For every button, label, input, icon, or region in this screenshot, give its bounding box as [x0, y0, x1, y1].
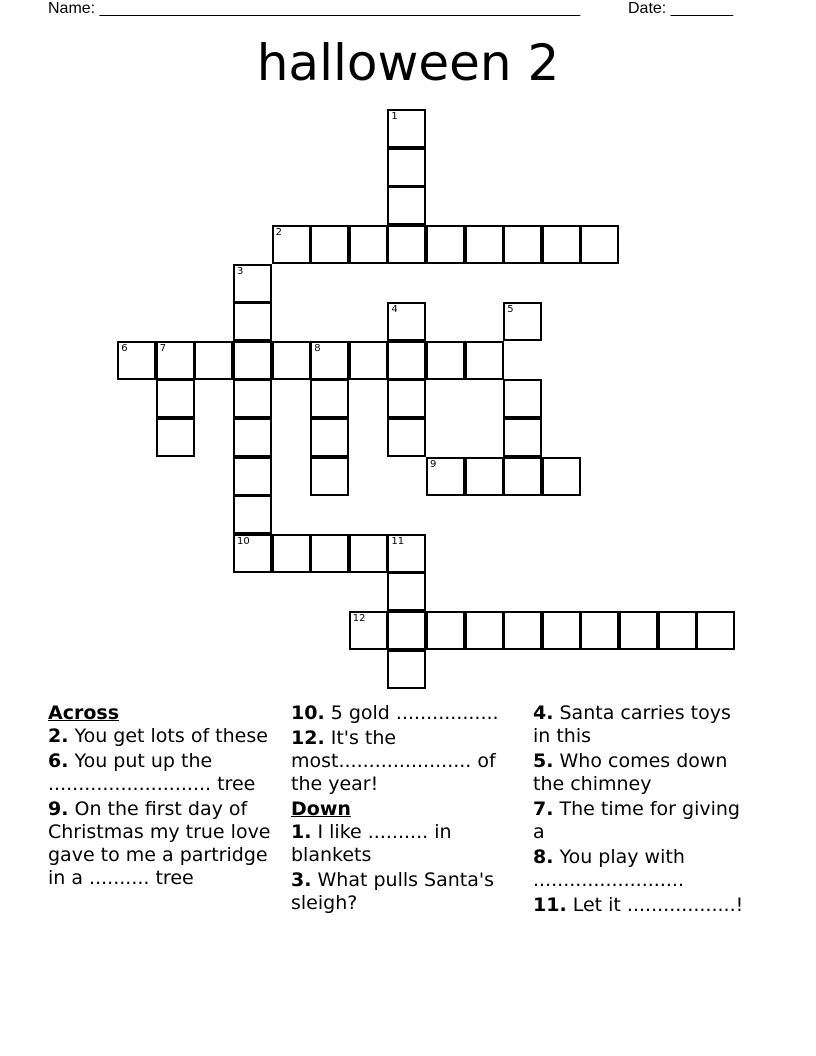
grid-cell[interactable]	[387, 341, 426, 380]
clue-number: 11.	[533, 894, 567, 916]
date-field[interactable]: Date: _______	[628, 0, 733, 17]
clue-number: 8.	[533, 846, 554, 868]
grid-cell[interactable]	[387, 611, 426, 650]
clue-number: 1.	[291, 821, 312, 843]
clue-text: It's the most...................... of the year!	[291, 727, 496, 795]
down-heading: Down	[291, 798, 351, 820]
grid-cell[interactable]	[233, 341, 272, 380]
clue-number: 5.	[533, 750, 554, 772]
cell-number: 12	[352, 613, 366, 624]
clue-text: I like .......... in blankets	[291, 821, 452, 866]
clue-column-3	[533, 702, 751, 919]
cell-number: 3	[237, 265, 244, 277]
grid-cell[interactable]	[387, 186, 426, 225]
cell-number: 1	[391, 111, 398, 123]
down-clue	[291, 869, 527, 915]
grid-cell[interactable]	[465, 341, 504, 380]
grid-cell[interactable]	[426, 341, 465, 380]
clue-number: 9.	[48, 798, 69, 820]
grid-cell[interactable]	[387, 109, 426, 148]
clue-text: You play with .........................	[533, 846, 685, 891]
grid-cell[interactable]	[310, 534, 349, 573]
header	[48, 0, 748, 20]
grid-cell[interactable]	[310, 457, 349, 496]
grid-cell[interactable]	[349, 611, 388, 650]
clue-text: Who comes down the chimney	[533, 750, 728, 795]
down-clue	[291, 821, 527, 867]
down-clue	[533, 846, 751, 892]
grid-cell[interactable]	[503, 379, 542, 418]
grid-cell[interactable]	[387, 148, 426, 187]
puzzle-title: halloween 2	[256, 34, 560, 92]
clue-text: On the first day of Christmas my true love gave to me a partridge in a .......... tree	[48, 798, 271, 889]
clue-number: 6.	[48, 750, 69, 772]
clue-text: You put up the ........................... tree	[48, 750, 256, 795]
grid-cell[interactable]	[387, 418, 426, 457]
grid-cell[interactable]	[233, 264, 272, 303]
grid-cell[interactable]	[619, 611, 658, 650]
grid-cell[interactable]	[233, 379, 272, 418]
grid-cell[interactable]	[465, 611, 504, 650]
grid-cell[interactable]	[156, 341, 195, 380]
grid-cell[interactable]	[194, 341, 233, 380]
clue-number: 4.	[533, 702, 554, 724]
clue-column-2	[291, 702, 527, 917]
grid-cell[interactable]	[465, 457, 504, 496]
grid-cell[interactable]	[349, 341, 388, 380]
grid-cell[interactable]	[272, 534, 311, 573]
cell-number: 4	[391, 304, 398, 316]
grid-cell[interactable]	[387, 379, 426, 418]
cell-number: 6	[121, 342, 128, 354]
clue-number: 3.	[291, 869, 312, 891]
grid-cell[interactable]	[310, 418, 349, 457]
grid-cell[interactable]	[233, 418, 272, 457]
grid-cell[interactable]	[426, 225, 465, 264]
grid-cell[interactable]	[580, 225, 619, 264]
grid-cell[interactable]	[310, 225, 349, 264]
grid-cell[interactable]	[503, 611, 542, 650]
clue-text: The time for giving a	[533, 798, 740, 843]
clue-number: 7.	[533, 798, 554, 820]
grid-cell[interactable]	[542, 457, 581, 496]
down-clue	[533, 798, 751, 844]
across-clue	[48, 798, 280, 890]
grid-cell[interactable]	[696, 611, 735, 650]
grid-cell[interactable]	[503, 457, 542, 496]
grid-cell[interactable]	[233, 534, 272, 573]
clue-text: Let it ..................!	[572, 894, 744, 916]
cell-number: 10	[237, 535, 250, 547]
grid-cell[interactable]	[542, 611, 581, 650]
grid-cell[interactable]	[349, 534, 388, 573]
across-clue	[291, 702, 527, 725]
clue-column-1	[48, 702, 280, 892]
clue-text: You get lots of these	[74, 725, 268, 747]
grid-cell[interactable]	[272, 225, 311, 264]
grid-cell[interactable]	[233, 495, 272, 534]
clue-text: What pulls Santa's sleigh?	[291, 869, 495, 914]
name-field[interactable]: Name: ______________________________________________________	[48, 0, 581, 17]
grid-cell[interactable]	[542, 225, 581, 264]
grid-cell[interactable]	[658, 611, 697, 650]
grid-cell[interactable]	[387, 534, 426, 573]
clue-number: 12.	[291, 727, 325, 749]
grid-cell[interactable]	[156, 379, 195, 418]
clue-text: 5 gold .................	[330, 702, 499, 724]
grid-cell[interactable]	[349, 225, 388, 264]
cell-number: 5	[507, 304, 514, 316]
grid-cell[interactable]	[503, 302, 542, 341]
across-clue	[48, 750, 280, 796]
grid-cell[interactable]	[387, 225, 426, 264]
grid-cell[interactable]	[503, 225, 542, 264]
grid-cell[interactable]	[426, 457, 465, 496]
grid-cell[interactable]	[233, 457, 272, 496]
cell-number: 7	[159, 342, 167, 354]
across-clue	[48, 725, 280, 748]
down-clue	[533, 750, 751, 796]
cell-number: 11	[391, 535, 405, 547]
clue-number: 10.	[291, 702, 325, 724]
grid-cell[interactable]	[310, 341, 349, 380]
grid-cell[interactable]	[117, 341, 156, 380]
clue-number: 2.	[48, 725, 69, 747]
grid-cell[interactable]	[465, 225, 504, 264]
grid-cell[interactable]	[580, 611, 619, 650]
grid-cell[interactable]	[503, 418, 542, 457]
grid-cell[interactable]	[272, 341, 311, 380]
cell-number: 2	[275, 227, 282, 238]
grid-cell[interactable]	[426, 611, 465, 650]
grid-cell[interactable]	[387, 650, 426, 689]
cell-number: 8	[314, 342, 321, 354]
across-clue	[291, 727, 527, 796]
cell-number: 9	[430, 458, 437, 470]
grid-cell[interactable]	[310, 379, 349, 418]
down-clue	[533, 702, 751, 748]
clue-text: Santa carries toys in this	[533, 702, 731, 747]
grid-cell[interactable]	[387, 572, 426, 611]
across-heading: Across	[48, 702, 120, 724]
grid-cell[interactable]	[156, 418, 195, 457]
grid-cell[interactable]	[233, 302, 272, 341]
down-clue	[533, 894, 751, 917]
grid-cell[interactable]	[387, 302, 426, 341]
